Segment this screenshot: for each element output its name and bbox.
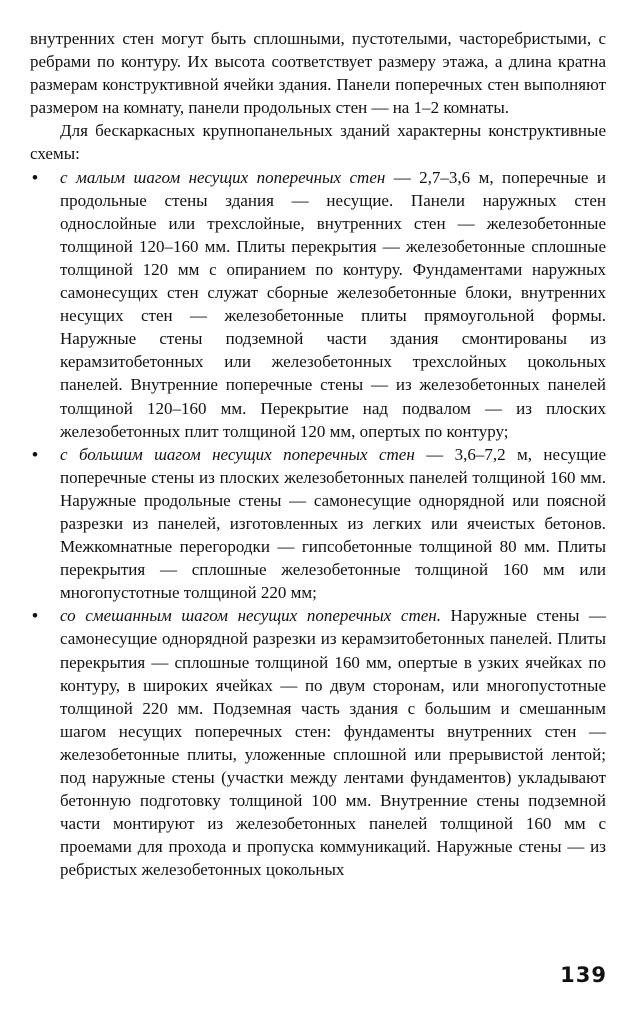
scheme-title: с малым шагом несущих поперечных стен [60, 167, 386, 187]
scheme-title: с большим шагом несущих поперечных стен [60, 444, 415, 464]
bullet-icon: • [32, 606, 38, 626]
schemes-intro-paragraph: Для бескаркасных крупнопанельных зданий характерны конструктивные схемы: [30, 121, 606, 164]
scheme-description: Наружные стены — самонесущие однорядной разрезки из керамзитобетонных панелей. Плиты перекрытия — сплошные толщиной 160 мм, опертые в узких ячейках по контуру, в широких ячейках — по двум сторонам, или многопустотные толщиной 220 мм. Подземная часть здания с большим и смешанным шагом несущих поперечных стен: фундаменты внутренних стен — железобетонные плиты, уложенные сплошной или прерывистой лентой; под наружные стены (участки между лентами фундаментов) укладывают бетонную подготовку толщиной 100 мм. Внутренние стены подземной части монтируют из железобетонных панелей толщиной 160 мм с проемами для прохода и пропуска коммуникаций. Наружные стены — из ребристых железобетонных цокольных [60, 606, 606, 880]
list-item [30, 166, 606, 443]
page-body [30, 27, 606, 881]
bullet-icon: • [32, 444, 38, 464]
page-number: 139 [560, 963, 607, 987]
bullet-icon: • [32, 167, 38, 187]
list-item [30, 604, 606, 881]
scheme-description: — 3,6–7,2 м, несущие поперечные стены из плоских железобетонных панелей толщиной 160 мм. Наружные продольные стены — самонесущие однорядной или поясной разрезки из панелей, изготовленных из легких или ячеистых бетонов. Межкомнатные перегородки — гипсобетонные толщиной 80 мм. Плиты перекрытия — сплошные железобетонные толщиной 160 мм или многопустотные толщиной 220 мм; [60, 444, 606, 603]
scheme-description: — 2,7–3,6 м, поперечные и продольные стены здания — несущие. Панели наружных стен однослойные или трехслойные, внутренних стен — железобетонные толщиной 120–160 мм. Плиты перекрытия — железобетонные сплошные толщиной 120 мм с опиранием по контуру. Фундаментами наружных самонесущих стен служат сборные железобетонные блоки, внутренних несущих стен — железобетонные плиты прямоугольной формы. Наружные стены подземной части здания смонтированы из керамзитобетонных или железобетонных трехслойных цокольных панелей. Внутренние поперечные стены — из железобетонных панелей толщиной 120–160 мм. Перекрытие над подвалом — из плоских железобетонных плит толщиной 120 мм, опертых по контуру; [60, 167, 606, 441]
scheme-title: со смешанным шагом несущих поперечных стен. [60, 606, 441, 626]
schemes-list [30, 166, 606, 882]
intro-paragraph: внутренних стен могут быть сплошными, пустотелыми, часторебристыми, с ребрами по контуру. Их высота соответствует размеру этажа, а длина кратна размерам конструктивной ячейки здания. Панели поперечных стен выполняют размером на комнату, панели продольных стен — на 1–2 комнаты. [30, 29, 606, 118]
list-item [30, 443, 606, 605]
